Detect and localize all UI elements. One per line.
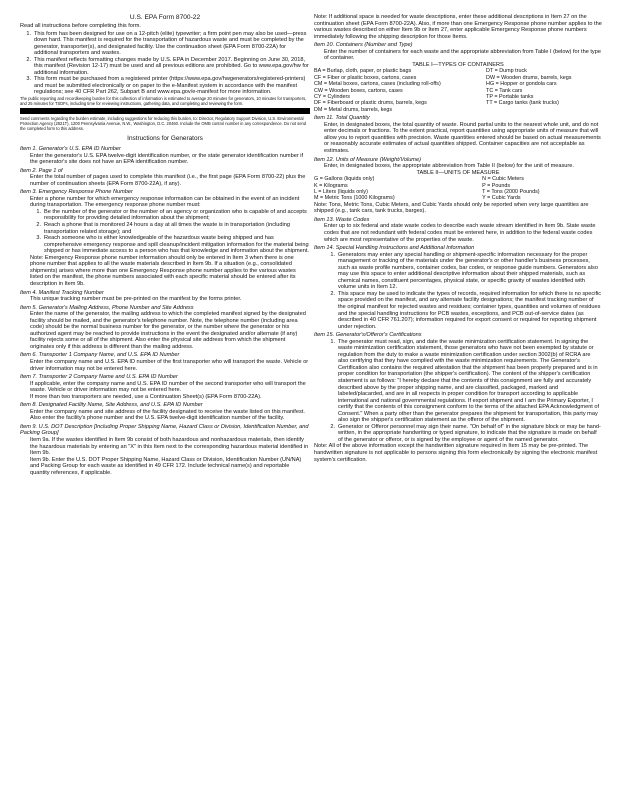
table-cell: BA = Burlap, cloth, paper, or plastic bags bbox=[314, 68, 412, 75]
table-row bbox=[314, 107, 602, 113]
table-cell: L = Liters (liquids only) bbox=[314, 188, 368, 195]
point-number: 3. bbox=[36, 235, 41, 242]
item-body: Enter the name of the generator, the mailing address to which the completed manifest signed by the designated facility should be mailed, and the generator's telephone number. Note, the telephone number (including area code) should be the normal business number for the generator, or the number where the generator or his authorized agent may be reached to provide instructions in the event the designated and/or alternate (if any) facility rejects some or all of the shipment. Also enter the physical site address from which the shipment originates only if this address is different than the mailing address. bbox=[30, 311, 306, 350]
item-heading: Item 12. Units of Measure (Weight/Volume) bbox=[314, 156, 421, 163]
item-body: This unique tracking number must be pre-printed on the manifest by the forms printer. bbox=[30, 296, 242, 303]
item-body: Enter the total number of pages used to complete this manifest (i.e., the first page (EPA Form 8700-22) plus the number of continuation sheets (EPA Form 8700-22A), if any). bbox=[30, 174, 306, 187]
item-heading: Item 1. Generator's U.S. EPA ID Number bbox=[20, 146, 121, 153]
table-cell: CF = Fiber or plastic boxes, cartons, cases bbox=[314, 74, 417, 81]
item-heading: Item 2. Page 1 of bbox=[20, 167, 63, 174]
point-text: Generators may enter any special handling or shipment-specific information necessary for the proper management or tracking of the materials under the generator's or other handler's business processes, such as waste profile numbers, container codes, bar codes, or response guide numbers. Generators also may use this space to enter additional descriptive information about their shipped materials, such as chemical names, constituent percentages, physical state, or specific gravity of wastes identified with volume units in Item 12. bbox=[338, 251, 598, 291]
table-cell: TP = Portable tanks bbox=[486, 94, 534, 100]
table-cell: DW = Wooden drums, barrels, kegs bbox=[486, 74, 572, 81]
point-text: Generator or Offeror personnel may sign their name. "On behalf of" in the signature block or may be hand-written, in the appropriate handwriting or typed signature, to indicate that the signature is made on behalf of the generator or offeror, or is signed by the employee or agent of the named generator. bbox=[338, 423, 601, 443]
point-text: The generator must read, sign, and date the waste minimization certification statement. In signing the waste minimization certification statement, those generators who have not been exempted by statute or regulation from the duty to make a waste minimization certification under section 3002(b) of RCRA are also certifying that they have complied with the waste minimization requirements. The Generator's Certification also contains the required attestation that the shipment has been properly prepared and is in proper condition for transportation (the shipper's certification). The content of the shipper's certification statement is as follows: "I hereby declare that the contents of this consignment are fully and accurately described above by the proper shipping name, and are classified, packaged, marked and labeled/placarded, and are in all respects in proper condition for transport according to applicable international and national governmental regulations. If export shipment and I am the Primary Exporter, I certify that the contents of this consignment conform to the terms of the attached EPA Acknowledgment of Consent." When a party other than the generator prepares the shipment for transportation, this party may also sign the shipper's certification statement as the offeror of the shipment. bbox=[338, 338, 600, 424]
item14-point bbox=[324, 291, 602, 330]
emergency-note: Note: Emergency Response phone number information should only be entered in Item 3 when there is one phone number that applies to all the waste materials described in Item 9b. If a situation (e.g., consolidated shipments) arises where more than one Emergency Response phone number applies to the various wastes listed on the manifest, the phone numbers associated with each specific material should be entered after its description in Item 9b. bbox=[30, 254, 296, 287]
redaction-bar bbox=[20, 108, 310, 114]
point-text: Reach a phone that is monitored 24 hours a day at all times the waste is in transportation (including transportation related storage); and bbox=[44, 222, 290, 235]
point-number: 1. bbox=[330, 338, 335, 345]
table-cell: N = Cubic Meters bbox=[482, 176, 524, 183]
point-number: 2. bbox=[36, 222, 41, 229]
table-cell bbox=[486, 107, 602, 113]
emergency-point bbox=[30, 235, 310, 255]
item-11 bbox=[314, 115, 602, 154]
form-title: U.S. EPA Form 8700-22 bbox=[129, 14, 201, 21]
table-cell: Y = Cubic Yards bbox=[482, 195, 521, 202]
table-cell: T = Tons (2000 Pounds) bbox=[482, 188, 540, 195]
point-text: Be the number of the generator or the number of an agency or organization who is capable of and accepts responsibility for providing detailed information about the shipment; bbox=[44, 208, 307, 222]
item-heading: Item 13. Waste Codes bbox=[314, 216, 370, 223]
note-number: 1. bbox=[26, 30, 31, 37]
item-heading: Item 3. Emergency Response Phone Number bbox=[20, 189, 133, 196]
item-body: Enter, in designated boxes, the total quantity of waste. Round partial units to the nearest whole unit, and do not enter decimals or fractions. To the extent practical, report quantities using appropriate units of measure that will allow you to report quantities with precision. Waste quantities entered should be based on actual measurements or reasonably accurate estimates of actual quantities shipped. Container capacities are not acceptable as estimates. bbox=[324, 121, 601, 154]
left-column bbox=[20, 14, 310, 476]
item-body: Enter the generator's U.S. EPA twelve-digit identification number, or the state generator identification number if the generator's site does not have an EPA identification number. bbox=[30, 152, 304, 166]
item-body: Item 9a. If the wastes identified in Item 9b consist of both hazardous and nonhazardous materials, then identify the hazardous materials by entering an "X" in this Item next to the corresponding hazardous material identified in Item 9b. bbox=[30, 436, 309, 457]
item-3 bbox=[20, 189, 310, 209]
note-number: 3. bbox=[26, 76, 31, 83]
item-9 bbox=[20, 424, 310, 476]
generator-section-title: Instructions for Generators bbox=[127, 135, 203, 143]
emergency-point bbox=[30, 209, 310, 222]
item-heading: Item 4. Manifest Tracking Number bbox=[20, 289, 104, 296]
item-heading: Item 11. Total Quantity bbox=[314, 115, 370, 122]
table-cell: CY = Cylinders bbox=[314, 94, 351, 100]
item14-point bbox=[324, 252, 602, 291]
item-4 bbox=[20, 290, 310, 303]
table-cell: M = Metric Tons (1000 Kilograms) bbox=[314, 195, 395, 202]
right-column bbox=[314, 14, 602, 464]
table-cell: G = Gallons (liquids only) bbox=[314, 176, 375, 183]
item-2 bbox=[20, 168, 310, 188]
item-body: Enter the company name and site address of the facility designated to receive the waste listed on this manifest. Also enter the facility's phone number and the U.S. EPA twelve-digit identification number of the facility. bbox=[30, 408, 305, 422]
table-cell: HG = Hopper or gondola cars bbox=[486, 81, 557, 88]
note-number: 2. bbox=[26, 56, 31, 63]
container-types-table bbox=[314, 68, 602, 113]
item-heading: Item 6. Transporter 1 Company Name, and U.S. EPA ID Number bbox=[20, 352, 180, 359]
note-item bbox=[20, 76, 310, 96]
item-body: Enter, in designated boxes, the appropriate abbreviation from Table II (below) for the unit of measure. bbox=[324, 163, 574, 170]
point-number: 1. bbox=[36, 208, 41, 215]
item-heading: Item 5. Generator's Mailing Address, Phone Number and Site Address bbox=[20, 304, 194, 311]
notes-list bbox=[20, 31, 310, 96]
item-13 bbox=[314, 217, 602, 243]
item-body: If applicable, enter the company name and U.S. EPA ID number of the second transporter who will transport the waste. Vehicle or driver information may not be entered here. bbox=[30, 380, 306, 394]
item-14 bbox=[314, 245, 602, 330]
comments-fine-print: Send comments regarding the burden estimate, including suggestions for reducing this burden, to: Director, Regulatory Support Division, U.S. Environmental Protection Agency (2821T), 1200 Pennsylvania Avenue, N.W., Washington, D.C. 20460. Include the OMB control number in any correspondence. Do not send the completed form to this address. bbox=[20, 116, 307, 132]
item-heading: Item 10. Containers (Number and Type) bbox=[314, 42, 413, 49]
bottom-note: Note: All of the above information except the handwritten signature required in Item 15 may be pre-printed. The handwritten signature is not applicable to persons signing this form electronically by signing the electronic manifest system's certification. bbox=[314, 443, 598, 463]
item-heading: Item 15. Generator's/Offeror's Certifications bbox=[314, 332, 422, 339]
item-body: If more than two transporters are needed, use a Continuation Sheet(s) (EPA Form 8700-22A). bbox=[30, 393, 262, 400]
item-body: Enter the number of containers for each waste and the appropriate abbreviation from Table I (below) for the type of container. bbox=[324, 48, 601, 62]
units-note: Note: Tons, Metric Tons, Cubic Meters, and Cubic Yards should only be reported when very large quantities are shipped (e.g., tank cars, tank trucks, barges). bbox=[314, 201, 589, 215]
item-15 bbox=[314, 332, 602, 443]
item-heading: Item 14. Special Handling Instructions and Additional Information bbox=[314, 245, 475, 252]
item15-point bbox=[324, 424, 602, 444]
item-10 bbox=[314, 42, 602, 62]
item-body: Enter the company name and U.S. EPA ID number of the first transporter who will transport the waste. Vehicle or driver information may not be entered here. bbox=[30, 358, 309, 372]
table-cell: DT = Dump truck bbox=[486, 68, 527, 75]
continuation-note: Note: If additional space is needed for waste descriptions, enter these additional descriptions in Item 27 on the continuation sheet (EPA Form 8700-22A). Also, if more than one Emergency Response phone number applies to the various wastes described on either Item 9b or Item 27, enter applicable Emergency Response phone numbers immediately following the shipping description for those Items. bbox=[314, 14, 602, 40]
item-body: Enter a phone number for which emergency response information can be obtained in the event of an incident during transportation. The emergency response phone number must: bbox=[30, 195, 300, 209]
item-body: Enter up to six federal and state waste codes to describe each waste stream identified in Item 9b. State waste codes that are not redundant with federal codes must be entered here, in addition to the federal waste codes which are most representative of the properties of the waste. bbox=[324, 223, 596, 243]
point-text: Reach someone who is either knowledgeable of the hazardous waste being shipped and has comprehensive emergency response and spill cleanup/incident mitigation information for the material being shipped or has immediate access to a person who has that knowledge and information about the shipment. bbox=[44, 235, 309, 255]
point-number: 2. bbox=[330, 423, 335, 430]
point-text: This space may be used to indicate the types of records, required information for which there is no specific space provided on the manifest, and any alternate facility designations; the manifest tracking number of the original manifest for rejected wastes and residues; container types, quantities and volumes of residues and the special handling instructions for PCB wastes, exceptions, and PCB out-of-service dates (as described in 40 CFR 761.207); information required for export consent or required for reporting shipment under rejection. bbox=[338, 290, 602, 330]
table-cell: P = Pounds bbox=[482, 182, 511, 189]
item-1 bbox=[20, 146, 310, 166]
table2-title: TABLE II—UNITS OF MEASURE bbox=[416, 169, 500, 176]
item-heading: Item 7. Transporter 2 Company Name and U.S. EPA ID Number bbox=[20, 374, 178, 381]
table-cell: CM = Metal boxes, cartons, cases (including roll-offs) bbox=[314, 81, 441, 88]
note-text: This form has been designed for use on a 12-pitch (elite) typewriter; a firm point pen may also be used—press down hard. This manifest is required for the transportation of hazardous waste and must be completed by the generator, transporter(s), and designated facility. Use the continuation sheet (EPA Form 8700-22A) for additional transporters and wastes. bbox=[34, 30, 307, 57]
burden-fine-print: The public reporting and recordkeeping burden for this collection of information is estimated to average 20 minutes for generators, 10 minutes for transporters, and 25 minutes for TSDFs, including time for reviewing instructions, gathering data, and completing and reviewing the form. bbox=[20, 96, 307, 107]
emergency-point bbox=[30, 222, 310, 235]
emergency-points bbox=[20, 209, 310, 288]
table-cell: TC = Tank cars bbox=[486, 87, 523, 94]
item-8 bbox=[20, 402, 310, 422]
point-number: 1. bbox=[330, 251, 335, 258]
table-cell: DM = Metal drums, barrels, kegs bbox=[314, 106, 393, 113]
item-12 bbox=[314, 157, 602, 170]
table-cell: CW = Wooden boxes, cartons, cases bbox=[314, 87, 403, 94]
table-cell: DF = Fiberboard or plastic drums, barrels, kegs bbox=[314, 100, 427, 107]
item-heading: Item 9. U.S. DOT Description [Including Proper Shipping Name, Hazard Class or Division, Identification Number, and Packing Group] bbox=[20, 423, 309, 437]
table-cell: TT = Cargo tanks (tank trucks) bbox=[486, 100, 559, 107]
item-6 bbox=[20, 352, 310, 372]
item-body: Item 9b. Enter the U.S. DOT Proper Shipping Name, Hazard Class or Division, Identification Number (UN/NA) and Packing Group for each waste as identified in 49 CFR 172. Include technical name(s) and reportable quantity references, if applicable. bbox=[30, 456, 302, 476]
table1-title: TABLE I—TYPES OF CONTAINERS bbox=[412, 61, 504, 68]
item-heading: Item 8. Designated Facility Name, Site Address, and U.S. EPA ID Number bbox=[20, 402, 203, 409]
item15-point bbox=[324, 339, 602, 424]
note-item bbox=[20, 57, 310, 77]
item-5 bbox=[20, 305, 310, 351]
note-item bbox=[20, 31, 310, 57]
note-text: This form must be purchased from a registered printer (https://www.epa.gov/hwgenerators/registered-printers) and must be submitted electronically or on paper to the e-Manifest system in accordance with the manifest regulations; see 40 CFR Part 262, Subpart B and www.epa.gov/e-manifest for more information. bbox=[34, 76, 306, 96]
note-text: This manifest reflects formatting changes made by U.S. EPA in December 2017. Beginning on June 30, 2018, this manifest (Revision 12-17) must be used and all previous editions are prohibited. Go to www.epa.gov/hw for additional information. bbox=[34, 56, 309, 76]
point-number: 2. bbox=[330, 290, 335, 297]
intro-text: Read all instructions before completing this form. bbox=[20, 23, 141, 29]
item-7 bbox=[20, 374, 310, 400]
table-cell: K = Kilograms bbox=[314, 182, 348, 189]
units-table bbox=[314, 176, 602, 202]
